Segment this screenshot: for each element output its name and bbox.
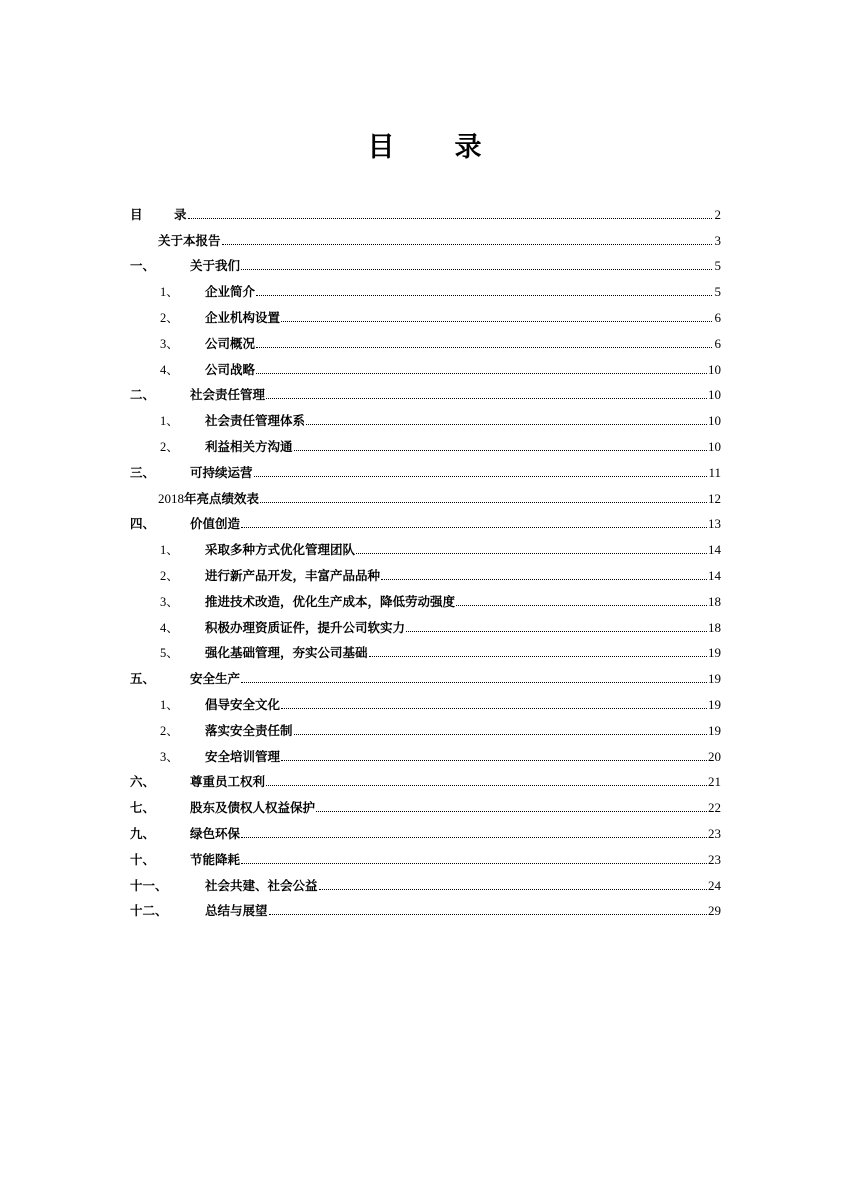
toc-entry-page-number: 14 — [708, 542, 721, 558]
toc-entry-number: 一、 — [130, 258, 156, 274]
toc-entry-label: 价值创造 — [190, 516, 241, 532]
toc-entry-number: 十二、 — [130, 903, 168, 919]
toc-entry[interactable] — [130, 789, 721, 815]
toc-dot-leader — [269, 913, 707, 915]
toc-entry[interactable] — [130, 815, 721, 841]
toc-entry-number: 七、 — [130, 800, 156, 816]
toc-entry-label: 社会责任管理 — [190, 387, 266, 403]
toc-entry-number: 4、 — [160, 362, 179, 377]
toc-entry-label: 安全生产 — [190, 671, 241, 687]
toc-entry-label: 总结与展望 — [205, 903, 268, 919]
title-char-2: 录 — [454, 132, 482, 163]
toc-entry[interactable] — [130, 531, 721, 557]
toc-dot-leader — [266, 397, 707, 399]
toc-dot-leader — [256, 372, 707, 374]
toc-entry-number: 2、 — [160, 439, 179, 454]
toc-entry-number: 1、 — [160, 697, 179, 712]
toc-entry[interactable] — [130, 893, 721, 919]
toc-entry-page-number: 2 — [714, 206, 721, 222]
toc-dot-leader — [316, 810, 707, 812]
toc-dot-leader — [222, 243, 712, 245]
toc-dot-leader — [241, 862, 707, 864]
toc-entry-page-number: 22 — [708, 800, 721, 816]
toc-entry[interactable] — [130, 402, 721, 428]
toc-entry-number: 十一、 — [130, 877, 168, 893]
toc-entry-number: 1、 — [160, 285, 179, 300]
toc-entry-page-number: 18 — [708, 619, 721, 635]
toc-entry-number: 2、 — [160, 568, 179, 583]
toc-entry-number: 3、 — [160, 336, 179, 351]
toc-dot-leader — [256, 294, 712, 296]
toc-entry-label: 企业机构设置 — [205, 309, 281, 325]
toc-entry[interactable] — [130, 480, 721, 506]
toc-entry-label: 倡导安全文化 — [205, 696, 281, 712]
toc-entry[interactable] — [130, 557, 721, 583]
toc-entry-number: 三、 — [130, 464, 156, 480]
toc-entry-label: 安全培训管理 — [205, 748, 281, 764]
toc-entry-label: 强化基础管理，夯实公司基础 — [205, 645, 368, 661]
toc-entry[interactable] — [130, 764, 721, 790]
toc-dot-leader — [356, 552, 707, 554]
toc-dot-leader — [456, 604, 707, 606]
toc-entry[interactable] — [130, 506, 721, 532]
toc-entry-page-number: 10 — [708, 438, 721, 454]
toc-dot-leader — [256, 346, 712, 348]
toc-entry-number: 2、 — [160, 310, 179, 325]
toc-entry-page-number: 23 — [708, 825, 721, 841]
toc-dot-leader — [241, 526, 707, 528]
toc-dot-leader — [241, 836, 707, 838]
toc-entry-number: 十、 — [130, 851, 156, 867]
toc-entry[interactable] — [130, 867, 721, 893]
toc-entry-label: 节能降耗 — [190, 851, 241, 867]
toc-entry-number: 3、 — [160, 594, 179, 609]
toc-entry[interactable] — [130, 609, 721, 635]
toc-entry-label: 社会共建、社会公益 — [205, 877, 318, 893]
toc-entry-label: 公司概况 — [205, 335, 256, 351]
toc-entry-page-number: 29 — [708, 903, 721, 919]
toc-entry-page-number: 14 — [708, 567, 721, 583]
toc-entry[interactable] — [130, 299, 721, 325]
toc-entry[interactable] — [130, 325, 721, 351]
toc-entry-page-number: 13 — [708, 516, 721, 532]
toc-entry-number: 1、 — [160, 414, 179, 429]
toc-entry-number: 1、 — [160, 543, 179, 558]
toc-entry-page-number: 18 — [708, 593, 721, 609]
toc-entry-label: 年亮点绩效表 — [184, 490, 260, 506]
toc-entry[interactable] — [130, 454, 721, 480]
toc-entry-number: 九、 — [130, 825, 156, 841]
toc-entry-page-number: 3 — [714, 232, 721, 248]
toc-entry-label: 股东及债权人权益保护 — [190, 800, 316, 816]
toc-entry-label: 采取多种方式优化管理团队 — [205, 542, 356, 558]
toc-entry[interactable] — [130, 841, 721, 867]
toc-entry[interactable] — [130, 660, 721, 686]
toc-entry-label: 目 — [130, 206, 143, 222]
toc-dot-leader — [381, 578, 707, 580]
toc-entry-number: 2、 — [160, 723, 179, 738]
toc-entry-number: 五、 — [130, 671, 156, 687]
toc-entry[interactable] — [130, 248, 721, 274]
toc-entry-number: 3、 — [160, 749, 179, 764]
toc-dot-leader — [241, 681, 707, 683]
toc-entry-label: 尊重员工权利 — [190, 774, 266, 790]
toc-entry-number: 四、 — [130, 516, 156, 532]
toc-entry-label: 关于本报告 — [158, 232, 221, 248]
toc-entry-number: 六、 — [130, 774, 156, 790]
toc-entry-page-number: 19 — [708, 671, 721, 687]
toc-entry-page-number: 12 — [708, 490, 721, 506]
toc-dot-leader — [294, 733, 707, 735]
toc-entry-page-number: 6 — [714, 309, 721, 325]
toc-entry-year: 2018 — [158, 490, 184, 506]
toc-entry[interactable] — [130, 635, 721, 661]
toc-dot-leader — [281, 320, 712, 322]
toc-entry-label: 录 — [174, 206, 187, 222]
toc-entry-number: 4、 — [160, 620, 179, 635]
toc-entry-label: 积极办理资质证件，提升公司软实力 — [205, 619, 406, 635]
toc-entry[interactable] — [130, 196, 721, 222]
toc-entry-label: 落实安全责任制 — [205, 722, 293, 738]
toc-dot-leader — [369, 655, 707, 657]
table-of-contents — [130, 196, 721, 918]
title-char-1: 目 — [367, 132, 395, 163]
toc-entry-page-number: 19 — [708, 722, 721, 738]
toc-entry-label: 推进技术改造，优化生产成本，降低劳动强度 — [205, 593, 456, 609]
toc-dot-leader — [294, 449, 707, 451]
toc-entry-page-number: 23 — [708, 851, 721, 867]
toc-entry-page-number: 10 — [708, 361, 721, 377]
toc-entry-label: 利益相关方沟通 — [205, 438, 293, 454]
toc-entry-page-number: 20 — [708, 748, 721, 764]
toc-entry-page-number: 5 — [714, 284, 721, 300]
toc-dot-leader — [260, 501, 707, 503]
toc-entry[interactable] — [130, 738, 721, 764]
toc-entry-page-number: 10 — [708, 387, 721, 403]
toc-dot-leader — [266, 784, 707, 786]
toc-entry-page-number: 19 — [708, 696, 721, 712]
toc-entry-label: 可持续运营 — [190, 464, 253, 480]
toc-entry-label: 绿色环保 — [190, 825, 241, 841]
toc-entry-label: 关于我们 — [190, 258, 241, 274]
toc-entry[interactable] — [130, 583, 721, 609]
toc-entry[interactable] — [130, 273, 721, 299]
toc-dot-leader — [406, 630, 707, 632]
page-title — [0, 128, 849, 168]
toc-dot-leader — [188, 217, 712, 219]
toc-dot-leader — [241, 268, 712, 270]
toc-entry[interactable] — [130, 351, 721, 377]
toc-dot-leader — [254, 475, 708, 477]
toc-entry-page-number: 24 — [708, 877, 721, 893]
toc-entry-page-number: 19 — [708, 645, 721, 661]
toc-entry-number: 5、 — [160, 646, 179, 661]
toc-entry[interactable] — [130, 686, 721, 712]
toc-entry-label: 公司战略 — [205, 361, 256, 377]
toc-entry[interactable] — [130, 377, 721, 403]
toc-entry[interactable] — [130, 222, 721, 248]
toc-entry-label: 企业简介 — [205, 284, 256, 300]
toc-entry-page-number: 6 — [714, 335, 721, 351]
toc-dot-leader — [319, 888, 707, 890]
toc-entry-label: 进行新产品开发，丰富产品品种 — [205, 567, 381, 583]
toc-entry-page-number: 10 — [708, 413, 721, 429]
toc-entry-page-number: 21 — [708, 774, 721, 790]
toc-dot-leader — [306, 423, 707, 425]
toc-entry[interactable] — [130, 712, 721, 738]
toc-entry-label: 社会责任管理体系 — [205, 413, 306, 429]
toc-dot-leader — [281, 759, 707, 761]
toc-entry-page-number: 11 — [708, 464, 721, 480]
toc-dot-leader — [281, 707, 707, 709]
toc-entry[interactable] — [130, 428, 721, 454]
toc-entry-number: 二、 — [130, 387, 156, 403]
toc-entry-page-number: 5 — [714, 258, 721, 274]
